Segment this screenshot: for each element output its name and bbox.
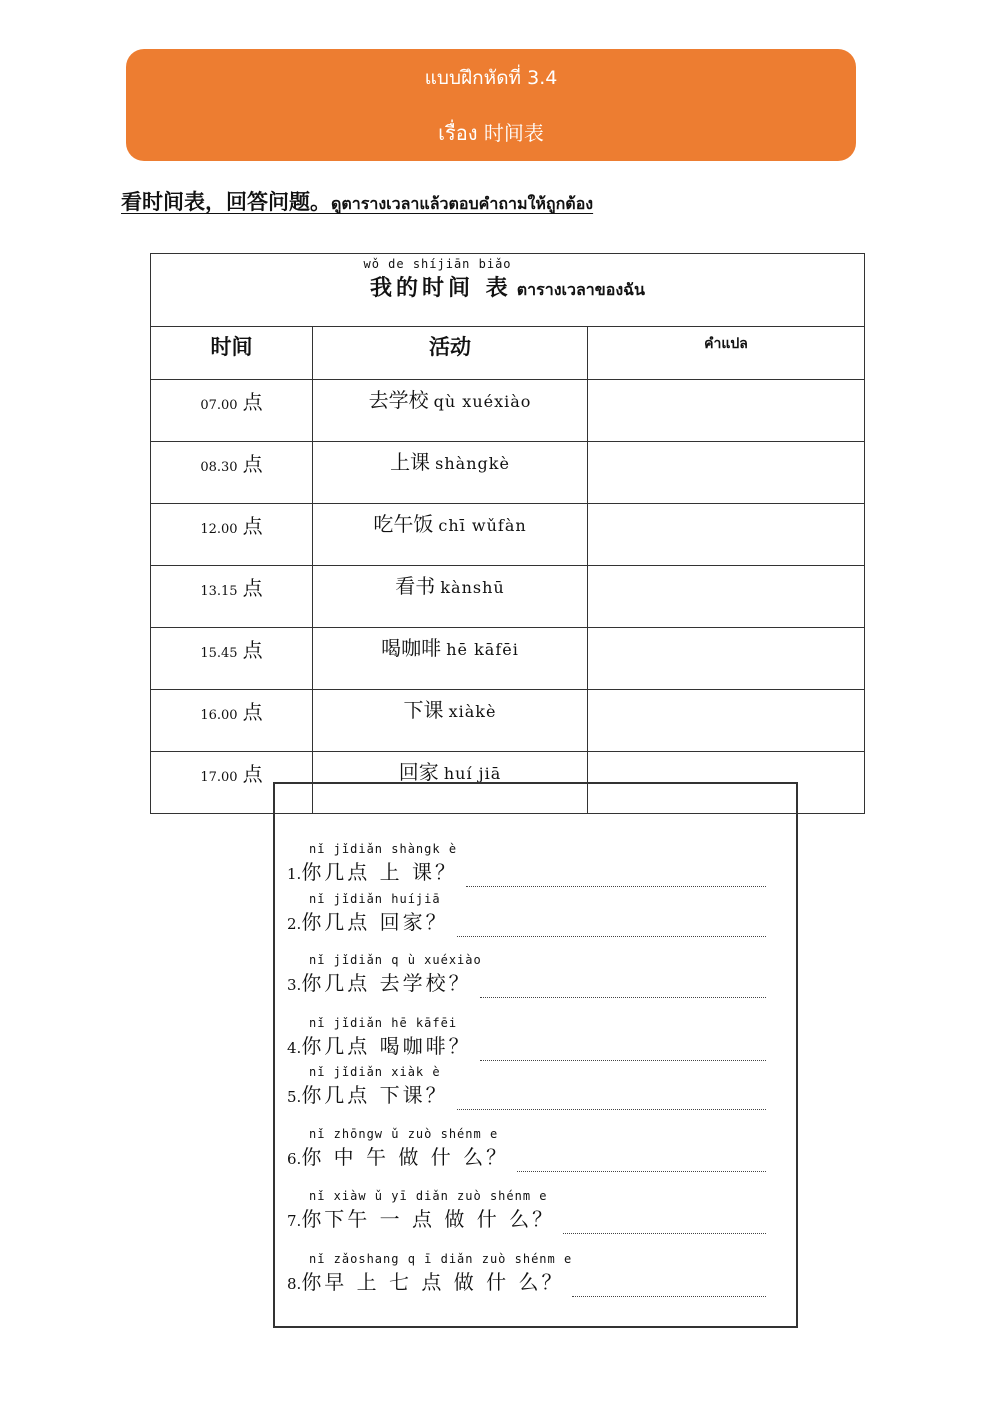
translation-answer-cell[interactable]	[588, 504, 865, 566]
schedule-table	[150, 253, 865, 814]
column-header-translation: คำแปล	[588, 327, 865, 380]
translation-answer-cell[interactable]	[588, 380, 865, 442]
translation-answer-cell[interactable]	[588, 628, 865, 690]
question-pinyin: nǐ jǐdiǎn hē kāfēi	[309, 1016, 458, 1030]
translation-answer-cell[interactable]	[588, 690, 865, 752]
activity-cell: 吃午饭 chī wǔfàn	[313, 504, 588, 566]
question-item: nǐ zǎoshang q ī diǎn zuò shénm e 8. 你早 上 七 点 做 什 么？	[287, 1252, 766, 1295]
question-text: 你几点 下课？	[301, 1083, 449, 1107]
question-text: 你 中 午 做 什 么？	[301, 1145, 510, 1169]
translation-answer-cell[interactable]	[588, 442, 865, 504]
schedule-title-thai: ตารางเวลาของฉัน	[516, 280, 645, 299]
time-cell: 15.45 点	[151, 628, 313, 690]
activity-cell: 上课 shàngkè	[313, 442, 588, 504]
question-pinyin: nǐ jǐdiǎn shàngk è	[309, 842, 458, 856]
translation-answer-cell[interactable]	[588, 566, 865, 628]
question-item: nǐ jǐdiǎn xiàk è 5. 你几点 下课？	[287, 1065, 766, 1108]
instruction	[121, 186, 593, 217]
exercise-header-banner	[126, 49, 856, 161]
table-row	[151, 566, 865, 628]
activity-cell: 去学校 qù xuéxiào	[313, 380, 588, 442]
schedule-title-cell	[151, 254, 865, 327]
question-text: 你早 上 七 点 做 什 么？	[301, 1270, 565, 1294]
answer-line[interactable]	[517, 1170, 766, 1172]
question-text: 你几点 上 课？	[301, 860, 459, 884]
question-text: 你几点 喝咖啡？	[301, 1034, 472, 1058]
instruction-chinese: 看时间表，回答问题。	[121, 190, 331, 214]
questions-box	[273, 782, 798, 1328]
exercise-topic: เรื่อง 时间表	[438, 121, 544, 145]
answer-line[interactable]	[563, 1232, 766, 1234]
activity-cell: 下课 xiàkè	[313, 690, 588, 752]
question-pinyin: nǐ jǐdiǎn huíjiā	[309, 892, 441, 906]
table-row	[151, 380, 865, 442]
time-cell: 17.00 点	[151, 752, 313, 814]
table-row	[151, 628, 865, 690]
table-row	[151, 690, 865, 752]
time-cell: 12.00 点	[151, 504, 313, 566]
answer-line[interactable]	[480, 996, 766, 998]
time-cell: 07.00 点	[151, 380, 313, 442]
time-cell: 16.00 点	[151, 690, 313, 752]
answer-line[interactable]	[572, 1295, 766, 1297]
question-item: nǐ jǐdiǎn q ù xuéxiào 3. 你几点 去学校？	[287, 953, 766, 996]
time-cell: 08.30 点	[151, 442, 313, 504]
exercise-number: แบบฝึกหัดที่ 3.4	[424, 67, 558, 89]
table-row	[151, 504, 865, 566]
question-pinyin: nǐ xiàw ǔ yī diǎn zuò shénm e	[309, 1189, 548, 1203]
instruction-thai: ดูตารางเวลาแล้วตอบคำถามให้ถูกต้อง	[331, 194, 594, 213]
question-item: nǐ jǐdiǎn shàngk è 1. 你几点 上 课？	[287, 842, 766, 885]
question-item: nǐ xiàw ǔ yī diǎn zuò shénm e 7. 你下午 一 点 做 什 么？	[287, 1189, 766, 1232]
column-header-activity: 活动	[313, 327, 588, 380]
answer-line[interactable]	[466, 885, 766, 887]
answer-line[interactable]	[457, 1108, 766, 1110]
question-pinyin: nǐ zǎoshang q ī diǎn zuò shénm e	[309, 1252, 573, 1266]
answer-line[interactable]	[480, 1059, 766, 1061]
schedule-title-pinyin: wǒ de shíjiān biǎo	[363, 257, 512, 271]
answer-line[interactable]	[457, 935, 766, 937]
question-item: nǐ zhōngw ǔ zuò shénm e 6. 你 中 午 做 什 么？	[287, 1127, 766, 1170]
activity-cell: 喝咖啡 hē kāfēi	[313, 628, 588, 690]
question-text: 你几点 回家？	[301, 910, 449, 934]
question-pinyin: nǐ zhōngw ǔ zuò shénm e	[309, 1127, 499, 1141]
column-header-time: 时间	[151, 327, 313, 380]
table-row	[151, 442, 865, 504]
question-text: 你下午 一 点 做 什 么？	[301, 1207, 556, 1231]
time-cell: 13.15 点	[151, 566, 313, 628]
activity-cell: 看书 kànshū	[313, 566, 588, 628]
question-pinyin: nǐ jǐdiǎn xiàk è	[309, 1065, 441, 1079]
question-text: 你几点 去学校？	[301, 971, 472, 995]
question-pinyin: nǐ jǐdiǎn q ù xuéxiào	[309, 953, 482, 967]
question-item: nǐ jǐdiǎn hē kāfēi 4. 你几点 喝咖啡？	[287, 1016, 766, 1059]
question-item: nǐ jǐdiǎn huíjiā 2. 你几点 回家？	[287, 892, 766, 935]
schedule-title-chinese: 我的时间 表	[370, 276, 512, 301]
activity-cell: 回家 huí jiā	[313, 752, 588, 814]
